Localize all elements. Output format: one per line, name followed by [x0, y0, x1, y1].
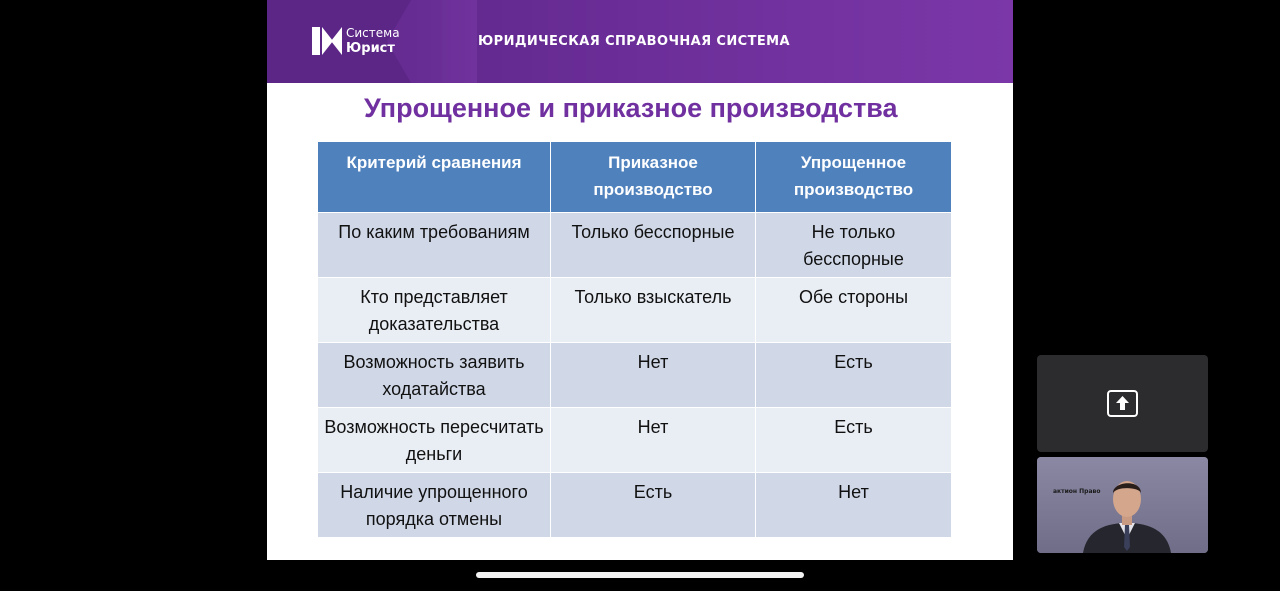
header-simplified-proceedings: Упрощенное производство	[756, 142, 952, 213]
table-cell: Возможность заявить ходатайства	[318, 343, 551, 408]
speaker-avatar	[1077, 467, 1177, 553]
logo-text-yurist: Юрист	[346, 41, 395, 56]
table-row	[318, 278, 952, 343]
home-indicator[interactable]	[476, 572, 804, 578]
logo-text-sistema: Система	[346, 26, 400, 40]
table-cell: Только бесспорные	[551, 213, 756, 278]
table-row	[318, 473, 952, 538]
presentation-slide	[267, 0, 1013, 560]
table-cell: Нет	[551, 343, 756, 408]
table-cell: Возможность пересчитать деньги	[318, 408, 551, 473]
header-order-proceedings: Приказное производство	[551, 142, 756, 213]
table-row	[318, 343, 952, 408]
banner-title: ЮРИДИЧЕСКАЯ СПРАВОЧНАЯ СИСТЕМА	[478, 34, 790, 49]
table-cell: Только взыскатель	[551, 278, 756, 343]
comparison-table	[317, 141, 952, 538]
table-cell: Есть	[551, 473, 756, 538]
table-cell: Наличие упрощенного порядка отмены	[318, 473, 551, 538]
table-cell: Кто представляет доказательства	[318, 278, 551, 343]
table-row	[318, 408, 952, 473]
table-cell: По каким требованиям	[318, 213, 551, 278]
table-cell: Обе стороны	[756, 278, 952, 343]
speaker-video-tile[interactable]	[1037, 457, 1208, 553]
slide-title: Упрощенное и приказное производства	[364, 93, 898, 123]
table-cell: Не только бесспорные	[756, 213, 952, 278]
table-header-row	[318, 142, 952, 213]
table-row	[318, 213, 952, 278]
slide-banner	[267, 0, 1013, 83]
sistema-yurist-logo-icon	[312, 27, 342, 55]
table-cell: Есть	[756, 343, 952, 408]
video-brand-text: актион Право	[1053, 488, 1101, 495]
table-cell: Нет	[756, 473, 952, 538]
share-screen-icon[interactable]	[1107, 390, 1138, 417]
table-cell: Нет	[551, 408, 756, 473]
header-criterion: Критерий сравнения	[318, 142, 551, 213]
table-cell: Есть	[756, 408, 952, 473]
screen-share-panel[interactable]	[1037, 355, 1208, 452]
